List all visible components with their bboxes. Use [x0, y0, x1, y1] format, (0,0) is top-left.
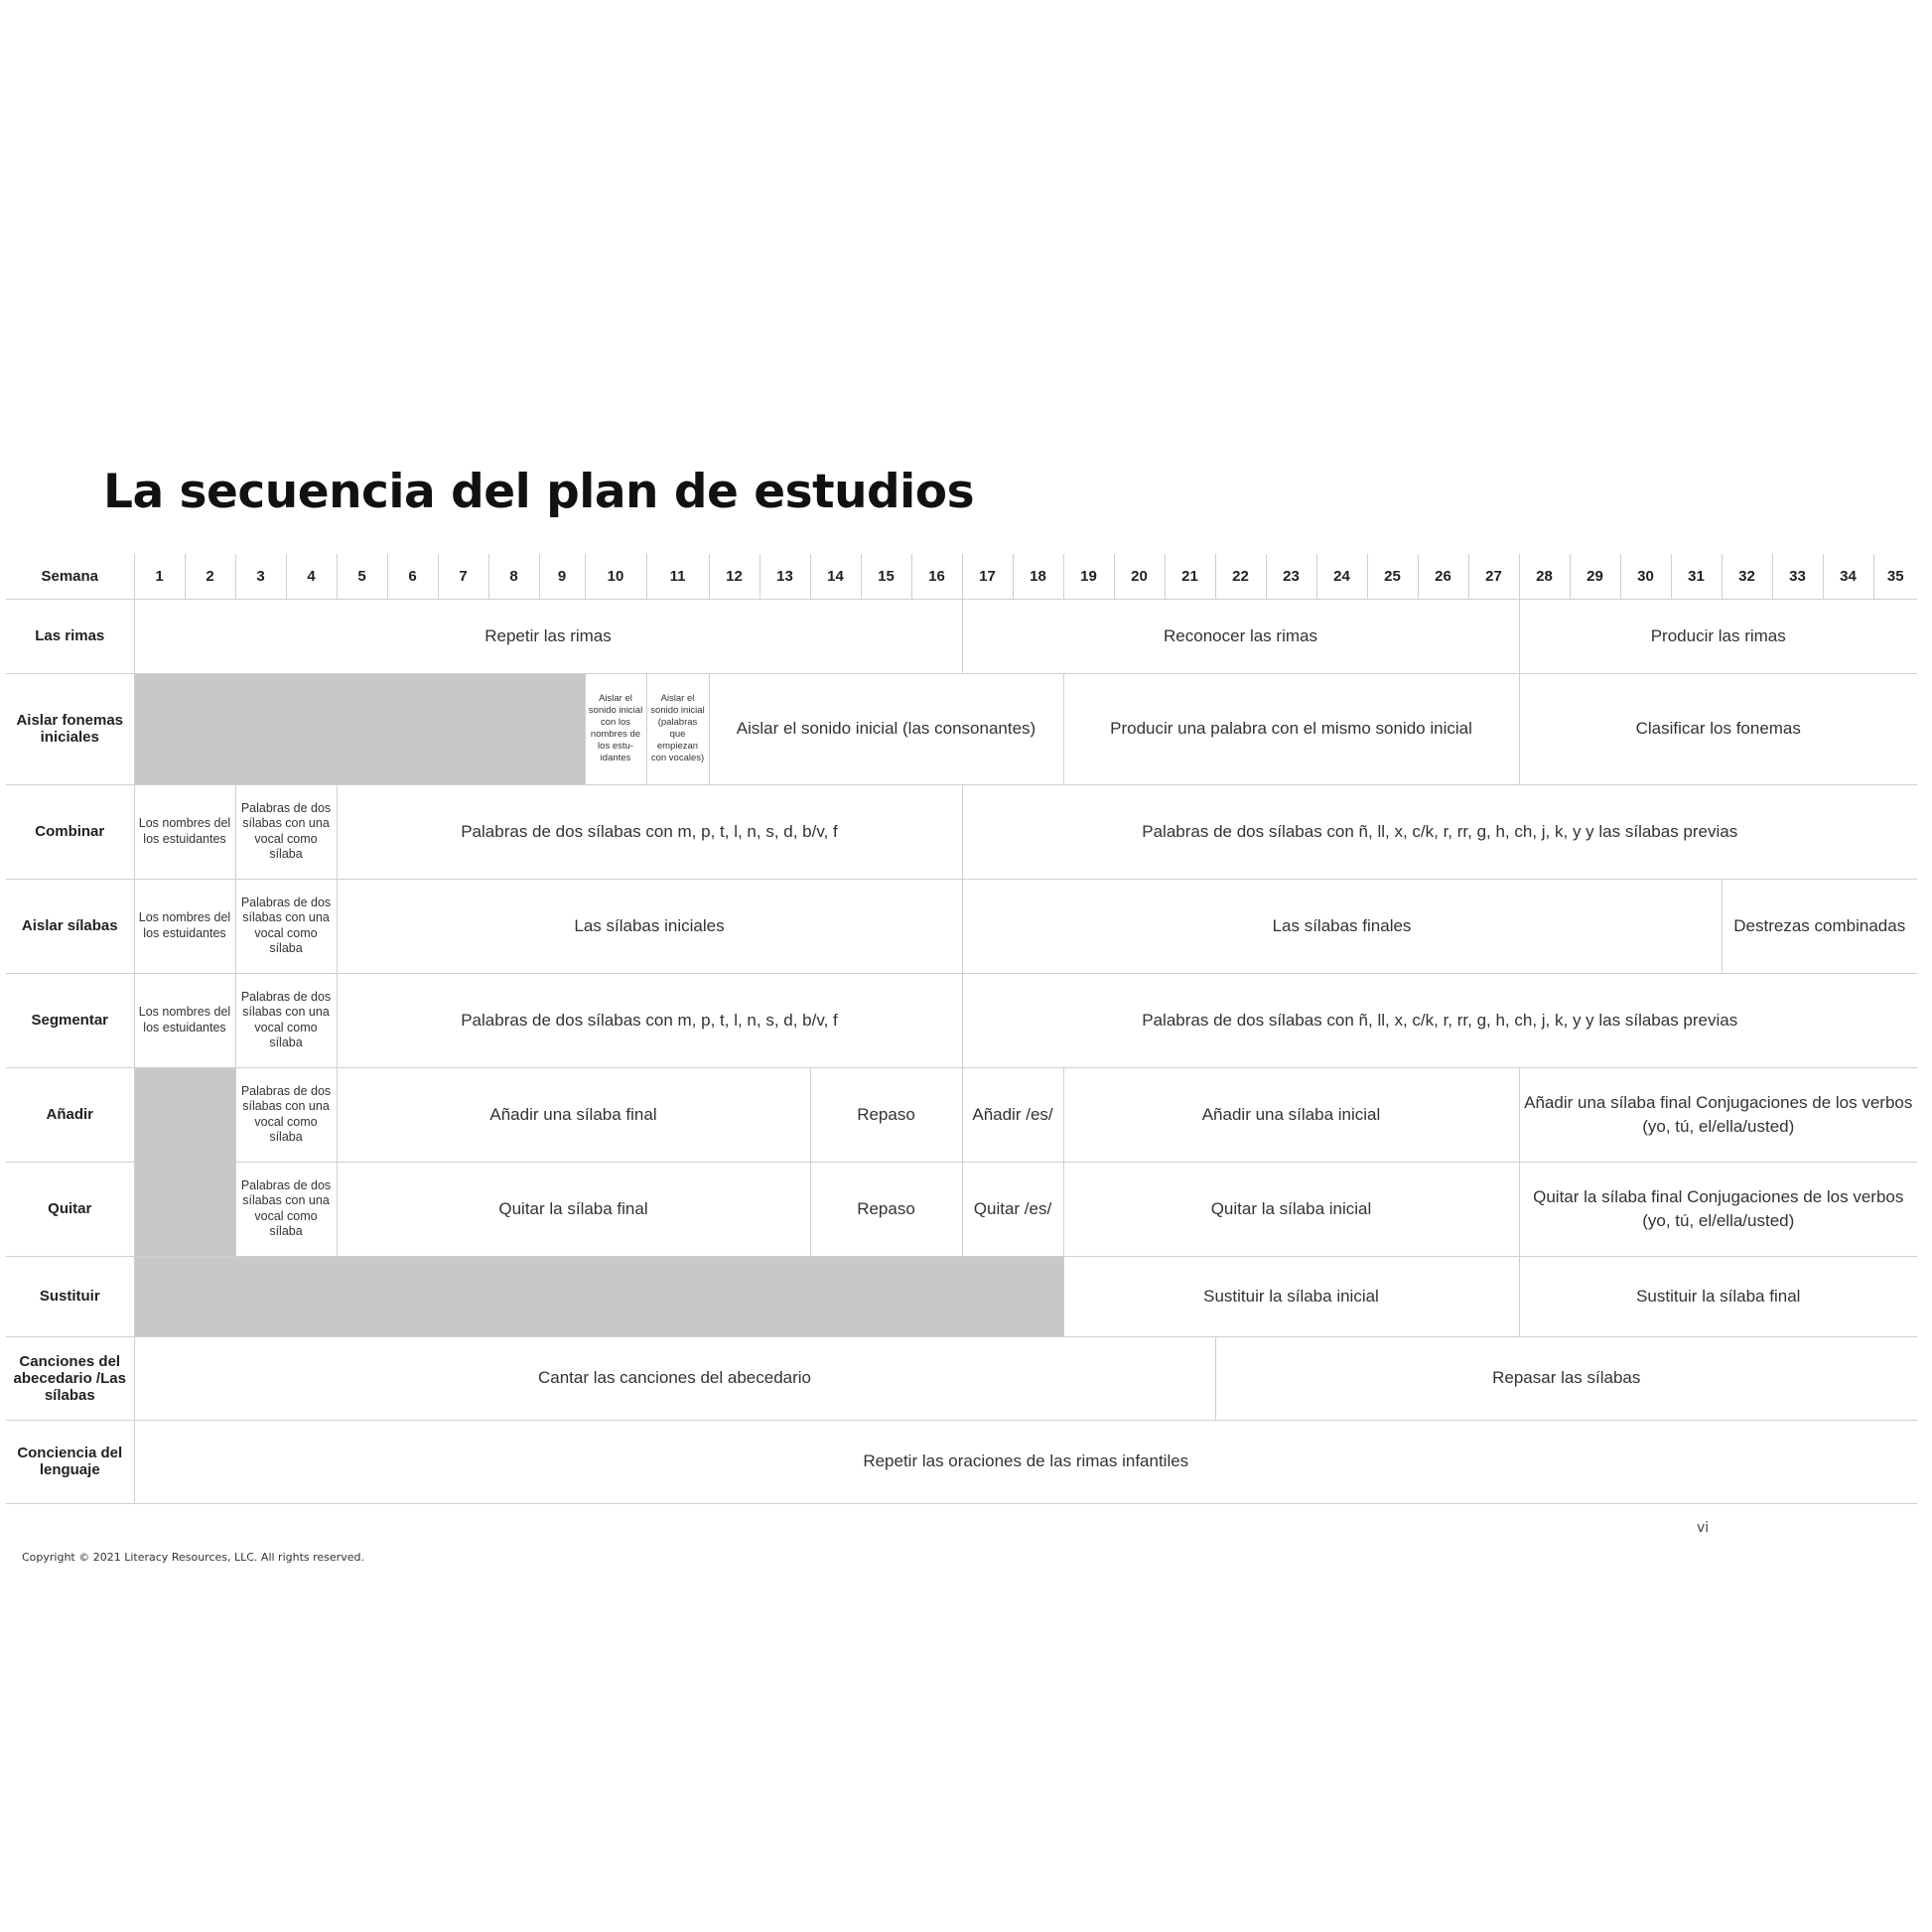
- copyright-notice: Copyright © 2021 Literacy Resources, LLC. All rights reserved.: [22, 1551, 364, 1564]
- cell-dos-silabas-vocal: Palabras de dos sílabas con una vocal como sílaba: [235, 973, 337, 1067]
- week-12: 12: [709, 554, 759, 599]
- week-20: 20: [1114, 554, 1165, 599]
- row-label: Conciencia del lenguaje: [6, 1420, 134, 1503]
- cell-producir-rimas: Producir las rimas: [1519, 599, 1917, 673]
- cell-repetir-rimas: Repetir las rimas: [134, 599, 962, 673]
- cell-repetir-oraciones: Repetir las oraciones de las rimas infantiles: [134, 1420, 1917, 1503]
- week-35: 35: [1873, 554, 1917, 599]
- curriculum-sequence-table: [6, 554, 1917, 1504]
- week-14: 14: [810, 554, 861, 599]
- week-7: 7: [438, 554, 488, 599]
- row-segmentar: [6, 973, 1917, 1067]
- row-label: Quitar: [6, 1162, 134, 1256]
- week-28: 28: [1519, 554, 1570, 599]
- cell-quitar-inicial: Quitar la sílaba inicial: [1063, 1162, 1519, 1256]
- page-number: vi: [1697, 1520, 1710, 1536]
- cell-sonido-inicial-nombres: Aislar el sonido inicial con los nombres de los estu- idantes: [585, 673, 646, 784]
- cell-quitar-es: Quitar /es/: [962, 1162, 1063, 1256]
- week-header-label: Semana: [6, 554, 134, 599]
- cell-cantar-canciones: Cantar las canciones del abecedario: [134, 1336, 1215, 1420]
- cell-anadir-final: Añadir una sílaba final: [337, 1067, 810, 1162]
- cell-producir-palabra: Producir una palabra con el mismo sonido inicial: [1063, 673, 1519, 784]
- cell-dos-silabas-vocal: Palabras de dos sílabas con una vocal como sílaba: [235, 1067, 337, 1162]
- week-30: 30: [1620, 554, 1671, 599]
- cell-empty-gray: [134, 673, 585, 784]
- week-1: 1: [134, 554, 185, 599]
- row-label: Canciones del abecedario /Las sílabas: [6, 1336, 134, 1420]
- row-label: Combinar: [6, 784, 134, 879]
- week-15: 15: [861, 554, 911, 599]
- week-2: 2: [185, 554, 235, 599]
- week-17: 17: [962, 554, 1013, 599]
- week-22: 22: [1215, 554, 1266, 599]
- week-34: 34: [1823, 554, 1873, 599]
- week-24: 24: [1316, 554, 1367, 599]
- week-11: 11: [646, 554, 709, 599]
- cell-nombres-estudiantes: Los nombres del los estuidantes: [134, 879, 235, 973]
- week-16: 16: [911, 554, 962, 599]
- row-aislar-fonemas: [6, 673, 1917, 784]
- cell-repasar-silabas: Repasar las sílabas: [1215, 1336, 1917, 1420]
- row-label: Segmentar: [6, 973, 134, 1067]
- cell-reconocer-rimas: Reconocer las rimas: [962, 599, 1519, 673]
- cell-grupo1: Palabras de dos sílabas con m, p, t, l, n, s, d, b/v, f: [337, 973, 962, 1067]
- week-21: 21: [1165, 554, 1215, 599]
- page-title: La secuencia del plan de estudios: [103, 465, 975, 519]
- cell-quitar-final: Quitar la sílaba final: [337, 1162, 810, 1256]
- row-canciones: [6, 1336, 1917, 1420]
- week-18: 18: [1013, 554, 1063, 599]
- cell-repaso: Repaso: [810, 1067, 962, 1162]
- week-23: 23: [1266, 554, 1316, 599]
- cell-anadir-conjugaciones: Añadir una sílaba final Conjugaciones de los verbos (yo, tú, el/ella/usted): [1519, 1067, 1917, 1162]
- cell-clasificar-fonemas: Clasificar los fonemas: [1519, 673, 1917, 784]
- row-combinar: [6, 784, 1917, 879]
- cell-dos-silabas-vocal: Palabras de dos sílabas con una vocal como sílaba: [235, 1162, 337, 1256]
- cell-sonido-inicial-consonantes: Aislar el sonido inicial (las consonantes): [709, 673, 1063, 784]
- week-5: 5: [337, 554, 387, 599]
- cell-grupo2: Palabras de dos sílabas con ñ, ll, x, c/k, r, rr, g, h, ch, j, k, y y las sílabas previas: [962, 784, 1917, 879]
- row-label: Las rimas: [6, 599, 134, 673]
- cell-grupo1: Palabras de dos sílabas con m, p, t, l, n, s, d, b/v, f: [337, 784, 962, 879]
- cell-dos-silabas-vocal: Palabras de dos sílabas con una vocal como sílaba: [235, 879, 337, 973]
- week-29: 29: [1570, 554, 1620, 599]
- cell-destrezas-combinadas: Destrezas combinadas: [1722, 879, 1917, 973]
- row-label: Aislar sílabas: [6, 879, 134, 973]
- cell-empty-gray: [134, 1256, 1063, 1336]
- cell-nombres-estudiantes: Los nombres del los estuidantes: [134, 973, 235, 1067]
- week-13: 13: [759, 554, 810, 599]
- row-label: Añadir: [6, 1067, 134, 1162]
- cell-sonido-inicial-vocales: Aislar el sonido inicial (palabras que empiezan con vocales): [646, 673, 709, 784]
- week-32: 32: [1722, 554, 1772, 599]
- header-row: [6, 554, 1917, 599]
- cell-anadir-inicial: Añadir una sílaba inicial: [1063, 1067, 1519, 1162]
- cell-anadir-es: Añadir /es/: [962, 1067, 1063, 1162]
- row-label: Sustituir: [6, 1256, 134, 1336]
- cell-nombres-estudiantes: Los nombres del los estuidantes: [134, 784, 235, 879]
- week-4: 4: [286, 554, 337, 599]
- week-6: 6: [387, 554, 438, 599]
- cell-sustituir-inicial: Sustituir la sílaba inicial: [1063, 1256, 1519, 1336]
- row-label: Aislar fonemas iniciales: [6, 673, 134, 784]
- row-aislar-silabas: [6, 879, 1917, 973]
- week-19: 19: [1063, 554, 1114, 599]
- cell-sustituir-final: Sustituir la sílaba final: [1519, 1256, 1917, 1336]
- cell-dos-silabas-vocal: Palabras de dos sílabas con una vocal como sílaba: [235, 784, 337, 879]
- cell-empty-gray: [134, 1067, 235, 1256]
- week-3: 3: [235, 554, 286, 599]
- week-8: 8: [488, 554, 539, 599]
- cell-silabas-iniciales: Las sílabas iniciales: [337, 879, 962, 973]
- row-rimas: [6, 599, 1917, 673]
- cell-repaso: Repaso: [810, 1162, 962, 1256]
- cell-silabas-finales: Las sílabas finales: [962, 879, 1722, 973]
- row-anadir: [6, 1067, 1917, 1162]
- row-sustituir: [6, 1256, 1917, 1336]
- row-quitar: [6, 1162, 1917, 1256]
- week-10: 10: [585, 554, 646, 599]
- week-31: 31: [1671, 554, 1722, 599]
- week-26: 26: [1418, 554, 1468, 599]
- week-33: 33: [1772, 554, 1823, 599]
- week-27: 27: [1468, 554, 1519, 599]
- cell-quitar-conjugaciones: Quitar la sílaba final Conjugaciones de los verbos (yo, tú, el/ella/usted): [1519, 1162, 1917, 1256]
- week-9: 9: [539, 554, 585, 599]
- row-conciencia: [6, 1420, 1917, 1503]
- cell-grupo2: Palabras de dos sílabas con ñ, ll, x, c/k, r, rr, g, h, ch, j, k, y y las sílabas previas: [962, 973, 1917, 1067]
- week-25: 25: [1367, 554, 1418, 599]
